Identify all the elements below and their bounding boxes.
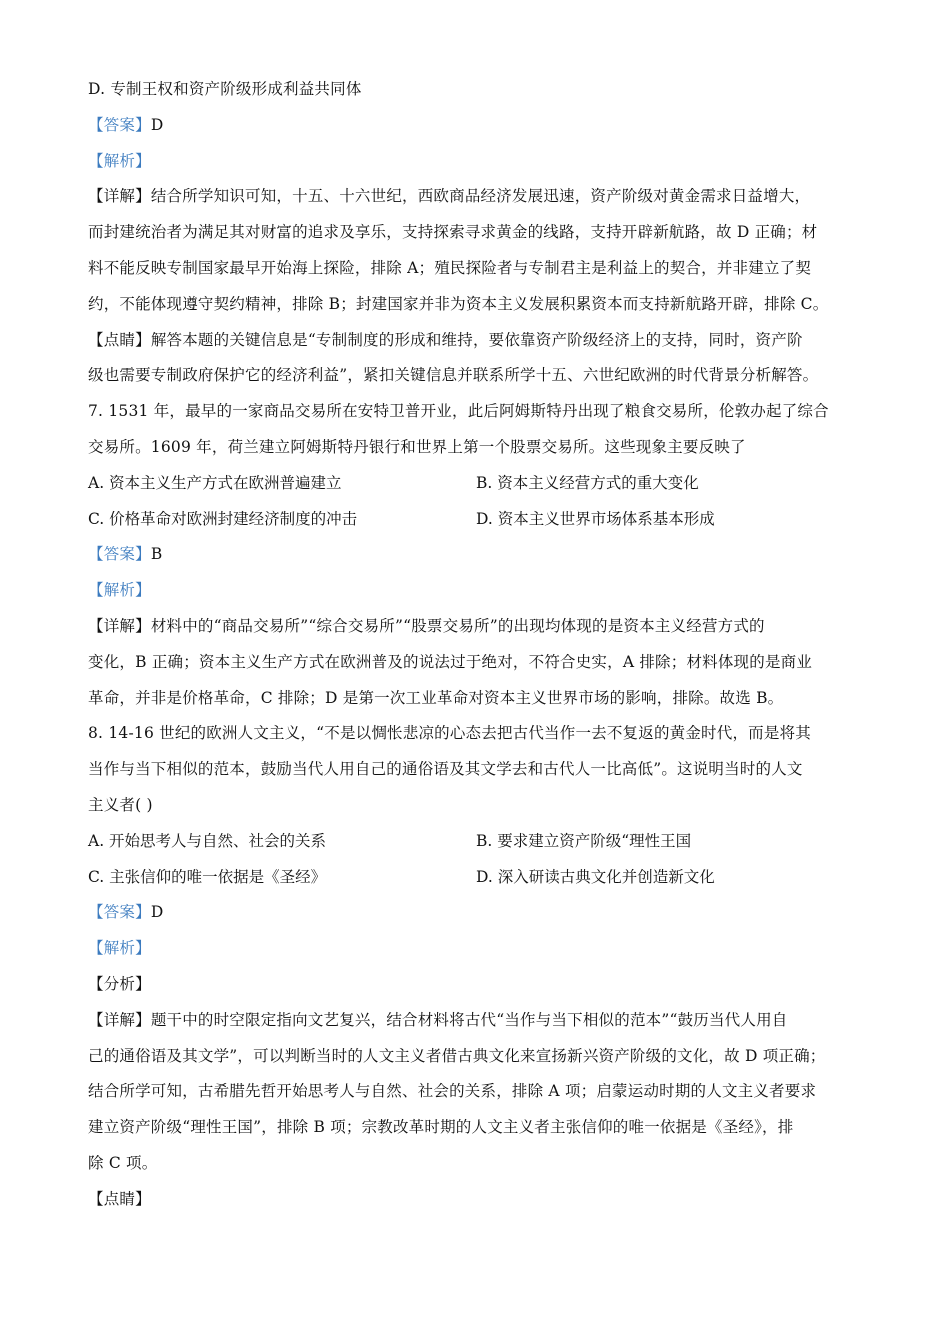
- prev-option-d: D. 专制王权和资产阶级形成利益共同体: [88, 80, 362, 98]
- prev-comment-line-0: [88, 323, 878, 359]
- analysis2-label: 【分析】: [88, 974, 151, 993]
- prev-detail-line-0: [88, 179, 878, 215]
- detail-label: 【详解】: [88, 616, 151, 635]
- answer-label: 【答案】: [88, 903, 151, 922]
- answer-value: D: [150, 115, 164, 134]
- q7-detail-line-1: 变化，B 正确；资本主义生产方式在欧洲普及的说法过于绝对，不符合史实，A 排除；材料体现的是商业: [88, 652, 813, 671]
- comment-label: 【点睛】: [88, 330, 151, 349]
- analysis-label: 【解析】: [88, 939, 151, 958]
- q7-option-d: D. 资本主义世界市场体系基本形成: [476, 509, 715, 528]
- q7-option-a: A. 资本主义生产方式在欧洲普遍建立: [88, 473, 342, 492]
- q7-option-b: B. 资本主义经营方式的重大变化: [476, 473, 699, 492]
- q7-options-row-2: [88, 502, 878, 538]
- q8-options-row-1: [88, 824, 878, 860]
- detail-label: 【详解】: [88, 1010, 151, 1029]
- prev-answer: [88, 108, 878, 144]
- q8-analysis: [88, 931, 878, 967]
- prev-detail-line-2: 料不能反映专制国家最早开始海上探险，排除 A；殖民探险者与专制君主是利益上的契合，并非建立了契: [88, 258, 812, 277]
- q8-stem-line-2: 主义者( ): [88, 795, 153, 814]
- q8-detail-line-2: 结合所学可知，古希腊先哲开始思考人与自然、社会的关系，排除 A 项；启蒙运动时期的人文主义者要求: [88, 1082, 817, 1101]
- prev-detail-line-1: 而封建统治者为满足其对财富的追求及享乐，支持探索寻求黄金的线路，支持开辟新航路，故 D 正确；材: [88, 223, 818, 242]
- q8-option-a: A. 开始思考人与自然、社会的关系: [88, 831, 327, 850]
- q8-answer: [88, 895, 878, 931]
- q7-options-row-1: [88, 466, 878, 502]
- q7-stem-line-1: 交易所。1609 年，荷兰建立阿姆斯特丹银行和世界上第一个股票交易所。这些现象主要反映了: [88, 437, 746, 456]
- answer-value: D: [150, 903, 164, 922]
- q8-detail-line-4: 除 C 项。: [88, 1153, 158, 1172]
- prev-analysis: [88, 144, 878, 180]
- answer-value: B: [150, 545, 163, 564]
- q8-option-c: C. 主张信仰的唯一依据是《圣经》: [88, 867, 327, 886]
- comment-label: 【点睛】: [88, 1189, 151, 1208]
- q8-option-d: D. 深入研读古典文化并创造新文化: [476, 867, 715, 886]
- q8-stem-line-1: 当作与当下相似的范本，鼓励当代人用自己的通俗语及其文学去和古代人一比高低”。这说明当时的人文: [88, 760, 803, 779]
- q8-detail-line-1: 己的通俗语及其文学”，可以判断当时的人文主义者借古典文化来宣扬新兴资产阶级的文化，故 D 项正确；: [88, 1046, 826, 1065]
- prev-detail-line-3: 约，不能体现遵守契约精神，排除 B；封建国家并非为资本主义发展积累资本而支持新航路开辟，排除 C。: [88, 294, 829, 313]
- q7-analysis: [88, 573, 878, 609]
- q7-detail-line-0: [88, 609, 878, 645]
- answer-label: 【答案】: [88, 545, 151, 564]
- q8-comment: [88, 1182, 878, 1218]
- answer-label: 【答案】: [88, 115, 151, 134]
- detail-label: 【详解】: [88, 187, 151, 206]
- q7-option-c: C. 价格革命对欧洲封建经济制度的冲击: [88, 509, 358, 528]
- detail-text: 结合所学知识可知，十五、十六世纪，西欧商品经济发展迅速，资产阶级对黄金需求日益增大，: [150, 187, 811, 206]
- q7-stem-line-0: 7. 1531 年，最早的一家商品交易所在安特卫普开业，此后阿姆斯特丹出现了粮食交易所，伦敦办起了综合: [88, 402, 829, 421]
- q8-detail-line-3: 建立资产阶级“理性王国”，排除 B 项；宗教改革时期的人文主义者主张信仰的唯一依据是《圣经》，排: [88, 1118, 794, 1137]
- comment-text: 解答本题的关键信息是“专制制度的形成和维持，要依靠资产阶级经济上的支持，同时，资产阶: [150, 330, 803, 349]
- detail-text: 题干中的时空限定指向文艺复兴，结合材料将古代“当作与当下相似的范本”“鼓历当代人用自: [150, 1010, 788, 1029]
- q7-answer: [88, 537, 878, 573]
- detail-text: 材料中的“商品交易所”“综合交易所”“股票交易所”的出现均体现的是资本主义经营方式的: [150, 616, 765, 635]
- analysis-label: 【解析】: [88, 151, 151, 170]
- q8-options-row-2: [88, 860, 878, 896]
- q8-analysis2: [88, 967, 878, 1003]
- q8-option-b: B. 要求建立资产阶级“理性王国: [476, 831, 692, 850]
- q7-detail-line-2: 革命，并非是价格革命，C 排除；D 是第一次工业革命对资本主义世界市场的影响，排除。故选 B。: [88, 688, 784, 707]
- document-page: [88, 72, 878, 1218]
- q8-detail-line-0: [88, 1003, 878, 1039]
- q8-stem-line-0: 8. 14-16 世纪的欧洲人文主义，“不是以惆怅悲凉的心态去把古代当作一去不复返的黄金时代，而是将其: [88, 724, 811, 743]
- prev-comment-line-1: 级也需要专制政府保护它的经济利益”，紧扣关键信息并联系所学十五、六世纪欧洲的时代背景分析解答。: [88, 366, 819, 385]
- analysis-label: 【解析】: [88, 581, 151, 600]
